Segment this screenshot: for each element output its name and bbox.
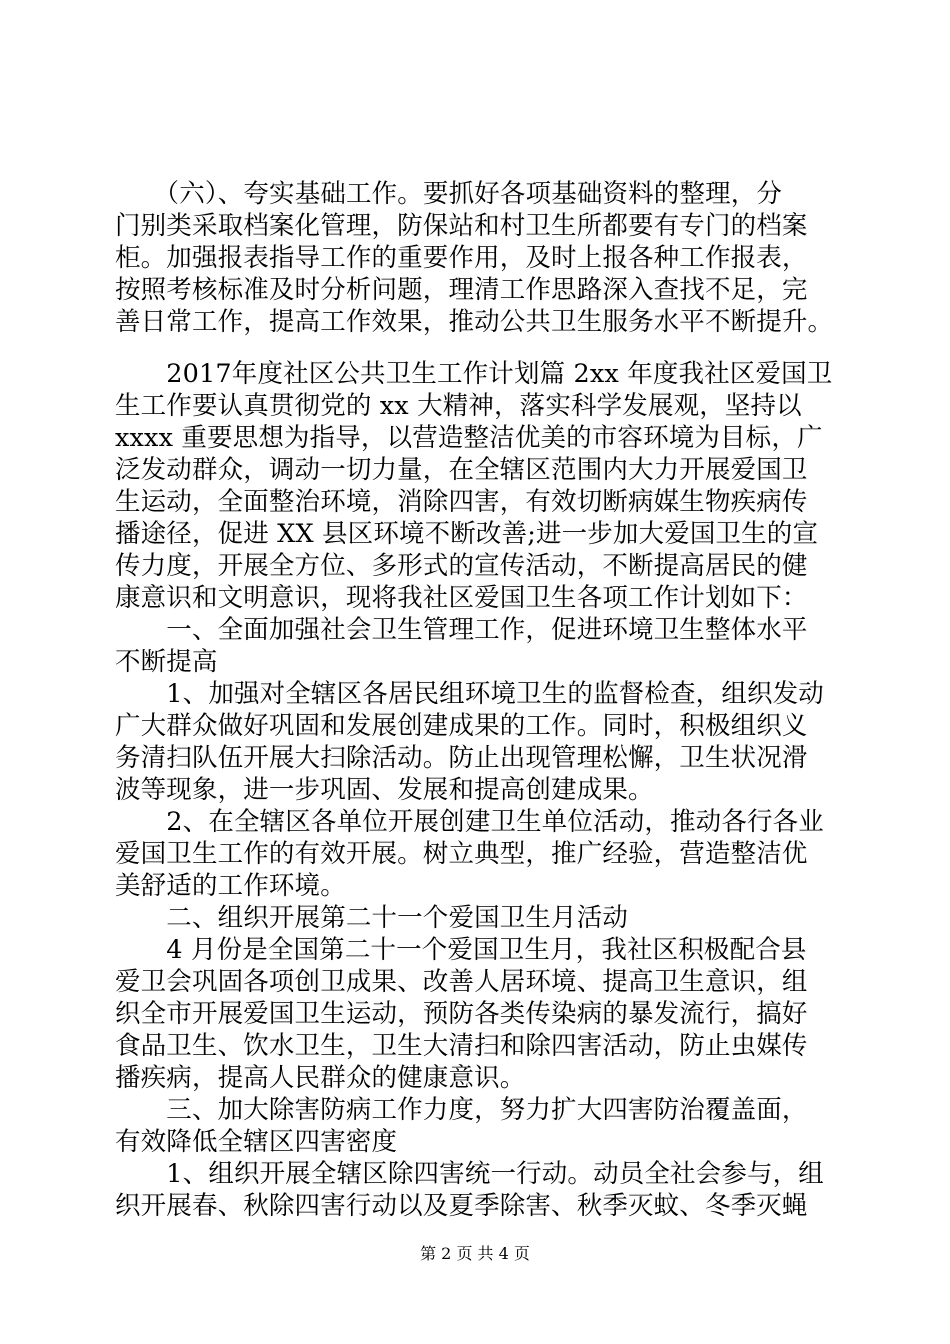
paragraph-line: 传力度，开展全方位、多形式的宣传活动，不断提高居民的健 xyxy=(115,551,808,581)
paragraph-line: 广大群众做好巩固和发展创建成果的工作。同时，积极组织义 xyxy=(115,711,808,741)
paragraph-line: 爱国卫生工作的有效开展。树立典型，推广经验，营造整洁优 xyxy=(115,839,808,869)
paragraph-line: xxxx 重要思想为指导，以营造整洁优美的市容环境为目标，广 xyxy=(115,423,823,453)
paragraph-line: 善日常工作，提高工作效果，推动公共卫生服务水平不断提升。 xyxy=(115,307,834,337)
paragraph-line: 播途径，促进 XX 县区环境不断改善;进一步加大爱国卫生的宣 xyxy=(115,519,819,549)
paragraph-line: 食品卫生、饮水卫生，卫生大清扫和除四害活动，防止虫媒传 xyxy=(115,1031,808,1061)
paragraph-line: 织全市开展爱国卫生运动，预防各类传染病的暴发流行，搞好 xyxy=(115,999,808,1029)
paragraph-line: 爱卫会巩固各项创卫成果、改善人居环境、提高卫生意识，组 xyxy=(115,967,808,997)
paragraph-line: 播疾病，提高人民群众的健康意识。 xyxy=(115,1063,526,1093)
section-heading: 三、加大除害防病工作力度，努力扩大四害防治覆盖面， xyxy=(115,1095,808,1125)
section-heading: 二、组织开展第二十一个爱国卫生月活动 xyxy=(115,903,629,933)
paragraph-line: 波等现象，进一步巩固、发展和提高创建成果。 xyxy=(115,775,654,805)
paragraph-line: 4 月份是全国第二十一个爱国卫生月，我社区积极配合县 xyxy=(115,935,807,965)
section-heading: 一、全面加强社会卫生管理工作，促进环境卫生整体水平 xyxy=(115,615,808,645)
paragraph-line: 1、组织开展全辖区除四害统一行动。动员全社会参与，组 xyxy=(115,1159,824,1189)
paragraph-line: 按照考核标准及时分析问题，理清工作思路深入查找不足，完 xyxy=(115,275,808,305)
paragraph-line: 康意识和文明意识，现将我社区爱国卫生各项工作计划如下： xyxy=(115,583,808,613)
paragraph-line: 织开展春、秋除四害行动以及夏季除害、秋季灭蚊、冬季灭蝇 xyxy=(115,1191,808,1221)
paragraph-line: 门别类采取档案化管理，防保站和村卫生所都要有专门的档案 xyxy=(115,211,808,241)
paragraph-line: 生工作要认真贯彻党的 xx 大精神，落实科学发展观，坚持以 xyxy=(115,391,802,421)
paragraph-line: 1、加强对全辖区各居民组环境卫生的监督检查，组织发动 xyxy=(115,679,824,709)
paragraph-line: （六）、夸实基础工作。要抓好各项基础资料的整理，分 xyxy=(115,179,783,209)
paragraph-line: 2017年度社区公共卫生工作计划篇 2xx 年度我社区爱国卫 xyxy=(115,359,833,389)
paragraph-line: 务清扫队伍开展大扫除活动。防止出现管理松懈，卫生状况滑 xyxy=(115,743,808,773)
paragraph-line: 泛发动群众，调动一切力量，在全辖区范围内大力开展爱国卫 xyxy=(115,455,808,485)
section-heading: 不断提高 xyxy=(115,647,218,677)
paragraph-line: 美舒适的工作环境。 xyxy=(115,871,346,901)
section-heading: 有效降低全辖区四害密度 xyxy=(115,1127,398,1157)
paragraph-line: 2、在全辖区各单位开展创建卫生单位活动，推动各行各业 xyxy=(115,807,824,837)
paragraph-line: 柜。加强报表指导工作的重要作用，及时上报各种工作报表， xyxy=(115,243,808,273)
paragraph-line: 生运动，全面整治环境，消除四害，有效切断病媒生物疾病传 xyxy=(115,487,808,517)
page-footer: 第 2 页 共 4 页 xyxy=(420,1244,530,1263)
